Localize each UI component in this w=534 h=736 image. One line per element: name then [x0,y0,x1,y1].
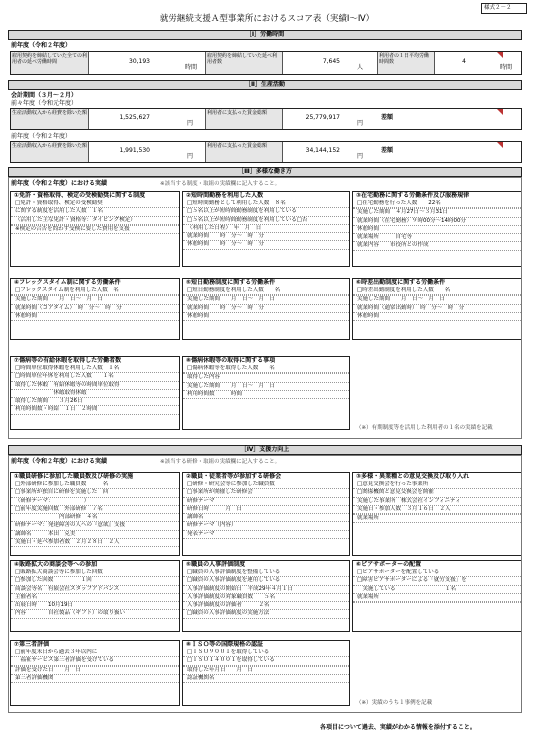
line: □参加した回数 １回 [11,577,179,585]
avg-hours-value: 4 [462,58,466,65]
line: □ＩＳＯ９００１を取得している [183,649,349,657]
line: 休憩時間 [353,313,521,321]
section-4-note: ※該当する研修・取組の実績欄に記入すること。 [160,459,281,465]
user-count-label: 雇用契約を締結していた延べ利用者数 [205,52,283,74]
section-1-period: 前年度（令和２年度） [11,42,72,49]
r2-label: 生産活動収入から経費を除いた額 [11,142,89,162]
section-3-note: ※該当する制度・取組の実績欄に記入すること。 [160,181,281,187]
panel-title: ③在宅勤務に関する労働条件及び服務規律 [356,192,470,199]
line: □短日勤務制度を利用した人数 名 [183,287,349,295]
line: （研修テーマ： ） [11,498,179,506]
line: 取得した年月日 月 日 [183,667,349,675]
panel-title: ③多様・異業種との意見交換及び取り入れ [356,473,470,480]
line: 休暇取得休暇 [11,390,179,398]
line: □免許・資格取得、検定の受検勧奨 [11,200,179,208]
panel-title: ⑧ＩＳＯ等の国際規格の認証 [186,641,264,648]
line: 利用時間数・時給 １日 ２時間 [11,406,179,414]
line: 実施した期間 ４月27日～３月31日 [353,209,521,217]
panel-title: ⑥ピアサポーターの配置 [356,561,422,568]
r1-label: 生産活動収入から経費を除いた額 [11,109,89,129]
line: □職員の人事評価制度の実施方法 [183,610,349,618]
r1-diff-label: 差額 [381,114,394,121]
section-2-period: 会計期間（３月～２月） [11,92,78,99]
line: 就業時間 時 分～ 時 分 [183,305,349,313]
section-3-header: ［Ⅲ］多様な働き方 [8,167,522,177]
r2-value: 1,991,530 [119,147,150,154]
r1-unit2: 円 [357,120,364,127]
r1-value: 1,525,627 [119,114,150,121]
line: （活用した主な免許・資格等：タイピング検定） [11,217,179,225]
panel-title: ⑧傷病休暇等の取得に関する事項 [186,357,276,364]
line: □５名以上が短時間勤務制度を利用している [183,208,349,216]
line: 実施した期間 月 日～ 月 日 [353,296,521,304]
labor-hours-unit: 時間 [185,64,198,71]
panel-title: ⑤短日勤務制度に関する労働条件 [186,279,276,286]
section-2-sub2: 前年度（令和２年度） [11,133,72,140]
line: 利用時間数 時間 [183,391,349,399]
section-3-lead: 前年度（令和２年度）における実績 [11,180,108,187]
line: □ＩＳＯ１４００１を取得している [183,657,349,665]
line: 商談会等名 有限会社スタッフアドバンス [11,586,179,594]
line: □事業所が開催した研修会 [183,489,349,497]
line: 人事評価制度の対象職員数 ５名 [183,594,349,602]
line: 実施した期間 月 日～ 月 日 [183,383,349,391]
line: □障害ピアサポーターによる「就労支援」を [353,577,521,585]
line: 研修テーマ：発達障害の人への『意欲』支援 [11,522,179,530]
line: 実施した事業所 株式会社インフィニティ [353,498,521,506]
line: 第三者評価機関 [11,675,179,683]
r2-label2: 利用者に支払った賃金総額 [205,142,283,162]
corner-mark [497,142,503,148]
r2-unit2: 円 [357,153,364,160]
section-2-sub1: 前々年度（令和元年度） [11,100,78,107]
line: □関係機関と意見交換会を開催 [353,489,521,497]
line: 取得した内容 [183,374,349,382]
line: 取得した期間 ３月26日 [11,398,179,406]
line: □外部研修に参加した職員数 名 [11,481,179,489]
line: 評価を受けた日 月 日 [11,667,179,675]
corner-mark [497,109,503,115]
line: 取得した休暇 有給休暇等の時間単位取得 [11,382,179,390]
line: 人事評価制度の開始日 平成29年４月１日 [183,586,349,594]
r2-value2: 34,144,152 [305,147,340,154]
line: □傷病休暇等を取得した人数 名 [183,365,349,373]
line: 発表テーマ [183,531,349,539]
line: に関する制度を活用した人数 １名 [11,208,179,216]
line: □前年度実施回数 外部研修 ７名 [11,506,179,514]
line: □在宅勤務を行った人数 22名 [353,200,521,208]
line: □ピアサポーターを配置している [353,569,521,577]
line: 実施している １名 [353,586,521,594]
line: 福祉サービス第三者評価を受けている [11,657,179,665]
r1-unit: 円 [187,120,194,127]
line: 休憩時間 [183,313,349,321]
section-2-header: ［Ⅱ］生産活動 [8,80,522,90]
labor-hours-value: 30,193 [129,58,150,65]
line: （利用した日程） 年 月 日 [183,225,349,233]
line: 就業場所 [353,594,521,602]
line: □時間単位年休を利用した人数 １名 [11,373,179,381]
section-4-header: ［Ⅳ］支援力向上 [8,445,522,455]
panel-title: ①免許・資格取得、検定の受検勧奨に関する制度 [14,192,146,199]
line: 内部研修 ４名 [11,514,179,522]
line: 人事評価制度の評価者 ２名 [183,602,349,610]
line: ※検定の合否を問わず受検に要した費用を支援 [11,226,179,234]
r2-diff-label: 差額 [381,147,394,154]
line: 認証機関名 [183,675,349,683]
line: □５名以上が短時間勤務制度を利用している□否 [183,217,349,225]
line: □時間単位取得休暇を利用した人数 １名 [11,365,179,373]
panel-title: ①職員研修に参加した職員数及び研修の実施 [14,473,134,480]
form-number: 様式２－２ [484,5,512,11]
line: □フレックスタイム制を利用した人数 名 [11,287,179,295]
panel-title: ⑦第三者評価 [14,641,50,648]
line: 主催者名 [11,594,179,602]
line: 研修テーマ [183,498,349,506]
corner-mark [497,52,503,58]
section-3-footnote: （※）有期制度等を活用した利用者の１名の実績を記載 [356,425,493,431]
line: 就業場所 自宅等 [353,234,521,242]
section-4-lead: 前年度（令和２年度）における実績 [11,458,108,465]
line: 実施日・延べ参加者数 ２月２８日 ２人 [11,539,179,547]
line: □職員の人事評価制度を運用している [183,577,349,585]
bottom-note: 各項目について過去、実績がわかる情報を添付すること。 [320,724,476,731]
user-count-unit: 人 [357,64,364,71]
line: 就業内容 市役所との作成 [353,242,521,250]
line: 就業時間（在宅勤務）９時00分～14時00分 [353,218,521,226]
line: 就業時間 時 分～ 時 分 [183,233,349,241]
panel-title: ⑥時差出勤制度に関する労働条件 [356,279,446,286]
line: 休憩時間 [11,313,179,321]
line: 休憩時間 時 分～ 時 分 [183,241,349,249]
panel-title: ⑦傷病等の有給休暇を取得した労働者数 [14,357,122,364]
section-4-frame [8,455,522,713]
line: □前年度末日から過去３年以内に [11,649,179,657]
line: □事業所が独自に研修を実施した 回 [11,489,179,497]
line: □意見交換会を行った事業所 [353,481,521,489]
r1-label2: 利用者に支払った賃金総額 [205,109,283,129]
r2-unit: 円 [187,153,194,160]
line: □研修・研究会等に参加した職員数 [183,481,349,489]
line: 就業場所 [353,515,521,523]
line: □職員の人事評価制度を整備している [183,569,349,577]
panel-title: ②短時間勤務を利用した人数 [186,192,264,199]
line: 就業時間（コアタイム） 時 分～ 時 分 [11,305,179,313]
line: 休憩時間 [353,226,521,234]
r1-value2: 25,779,917 [305,114,340,121]
panel-title: ⑤職員の人事評価制度 [186,561,246,568]
panel-title: ④販路拡大の商談会等への参加 [14,561,98,568]
line: 実施した期間 月 日～ 月 日 [11,296,179,304]
section-4-footnote: （※）実績のうち１事例を記載 [356,700,433,706]
panel-title: ④フレックスタイム制に関する労働条件 [14,279,121,286]
line: 出展日時 10月19日 [11,602,179,610]
line: 講師名 本田 克美 [11,531,179,539]
line: 内容 自社製品（ギフト）の取り扱い [11,610,179,618]
line: 講師名 [183,514,349,522]
user-count-value: 7,645 [322,58,340,65]
line: 研修日時 月 日 [183,506,349,514]
line: □短時間勤務として利用した人数 ８名 [183,200,349,208]
avg-hours-label: 利用者の１日平均労働時間数 [377,52,435,74]
line: □時差出勤制度を利用した人数 名 [353,287,521,295]
line: 実施した期間 月 日～ 月 日 [183,296,349,304]
section-3-frame [8,177,522,439]
page-title: 就労継続支援Ａ型事業所におけるスコア表（実績Ⅰ～Ⅳ） [159,14,375,24]
line: 研修テーマ（内容） [183,522,349,530]
avg-hours-unit: 時間 [500,64,513,71]
line: 就業時間（通常出勤時） 時 分～ 時 分 [353,305,521,313]
panel-title: ②職員・従業者等が参加する研修会 [186,473,282,480]
labor-hours-label: 雇用契約を締結していた全ての利用者の延べ労働時間 [11,52,89,74]
section-1-header: ［Ⅰ］労働時間 [8,30,522,40]
line: 実施日・参加人数 ３月１６日 ２人 [353,506,521,514]
line: □販路拡大商談会等に参加した回数 [11,569,179,577]
